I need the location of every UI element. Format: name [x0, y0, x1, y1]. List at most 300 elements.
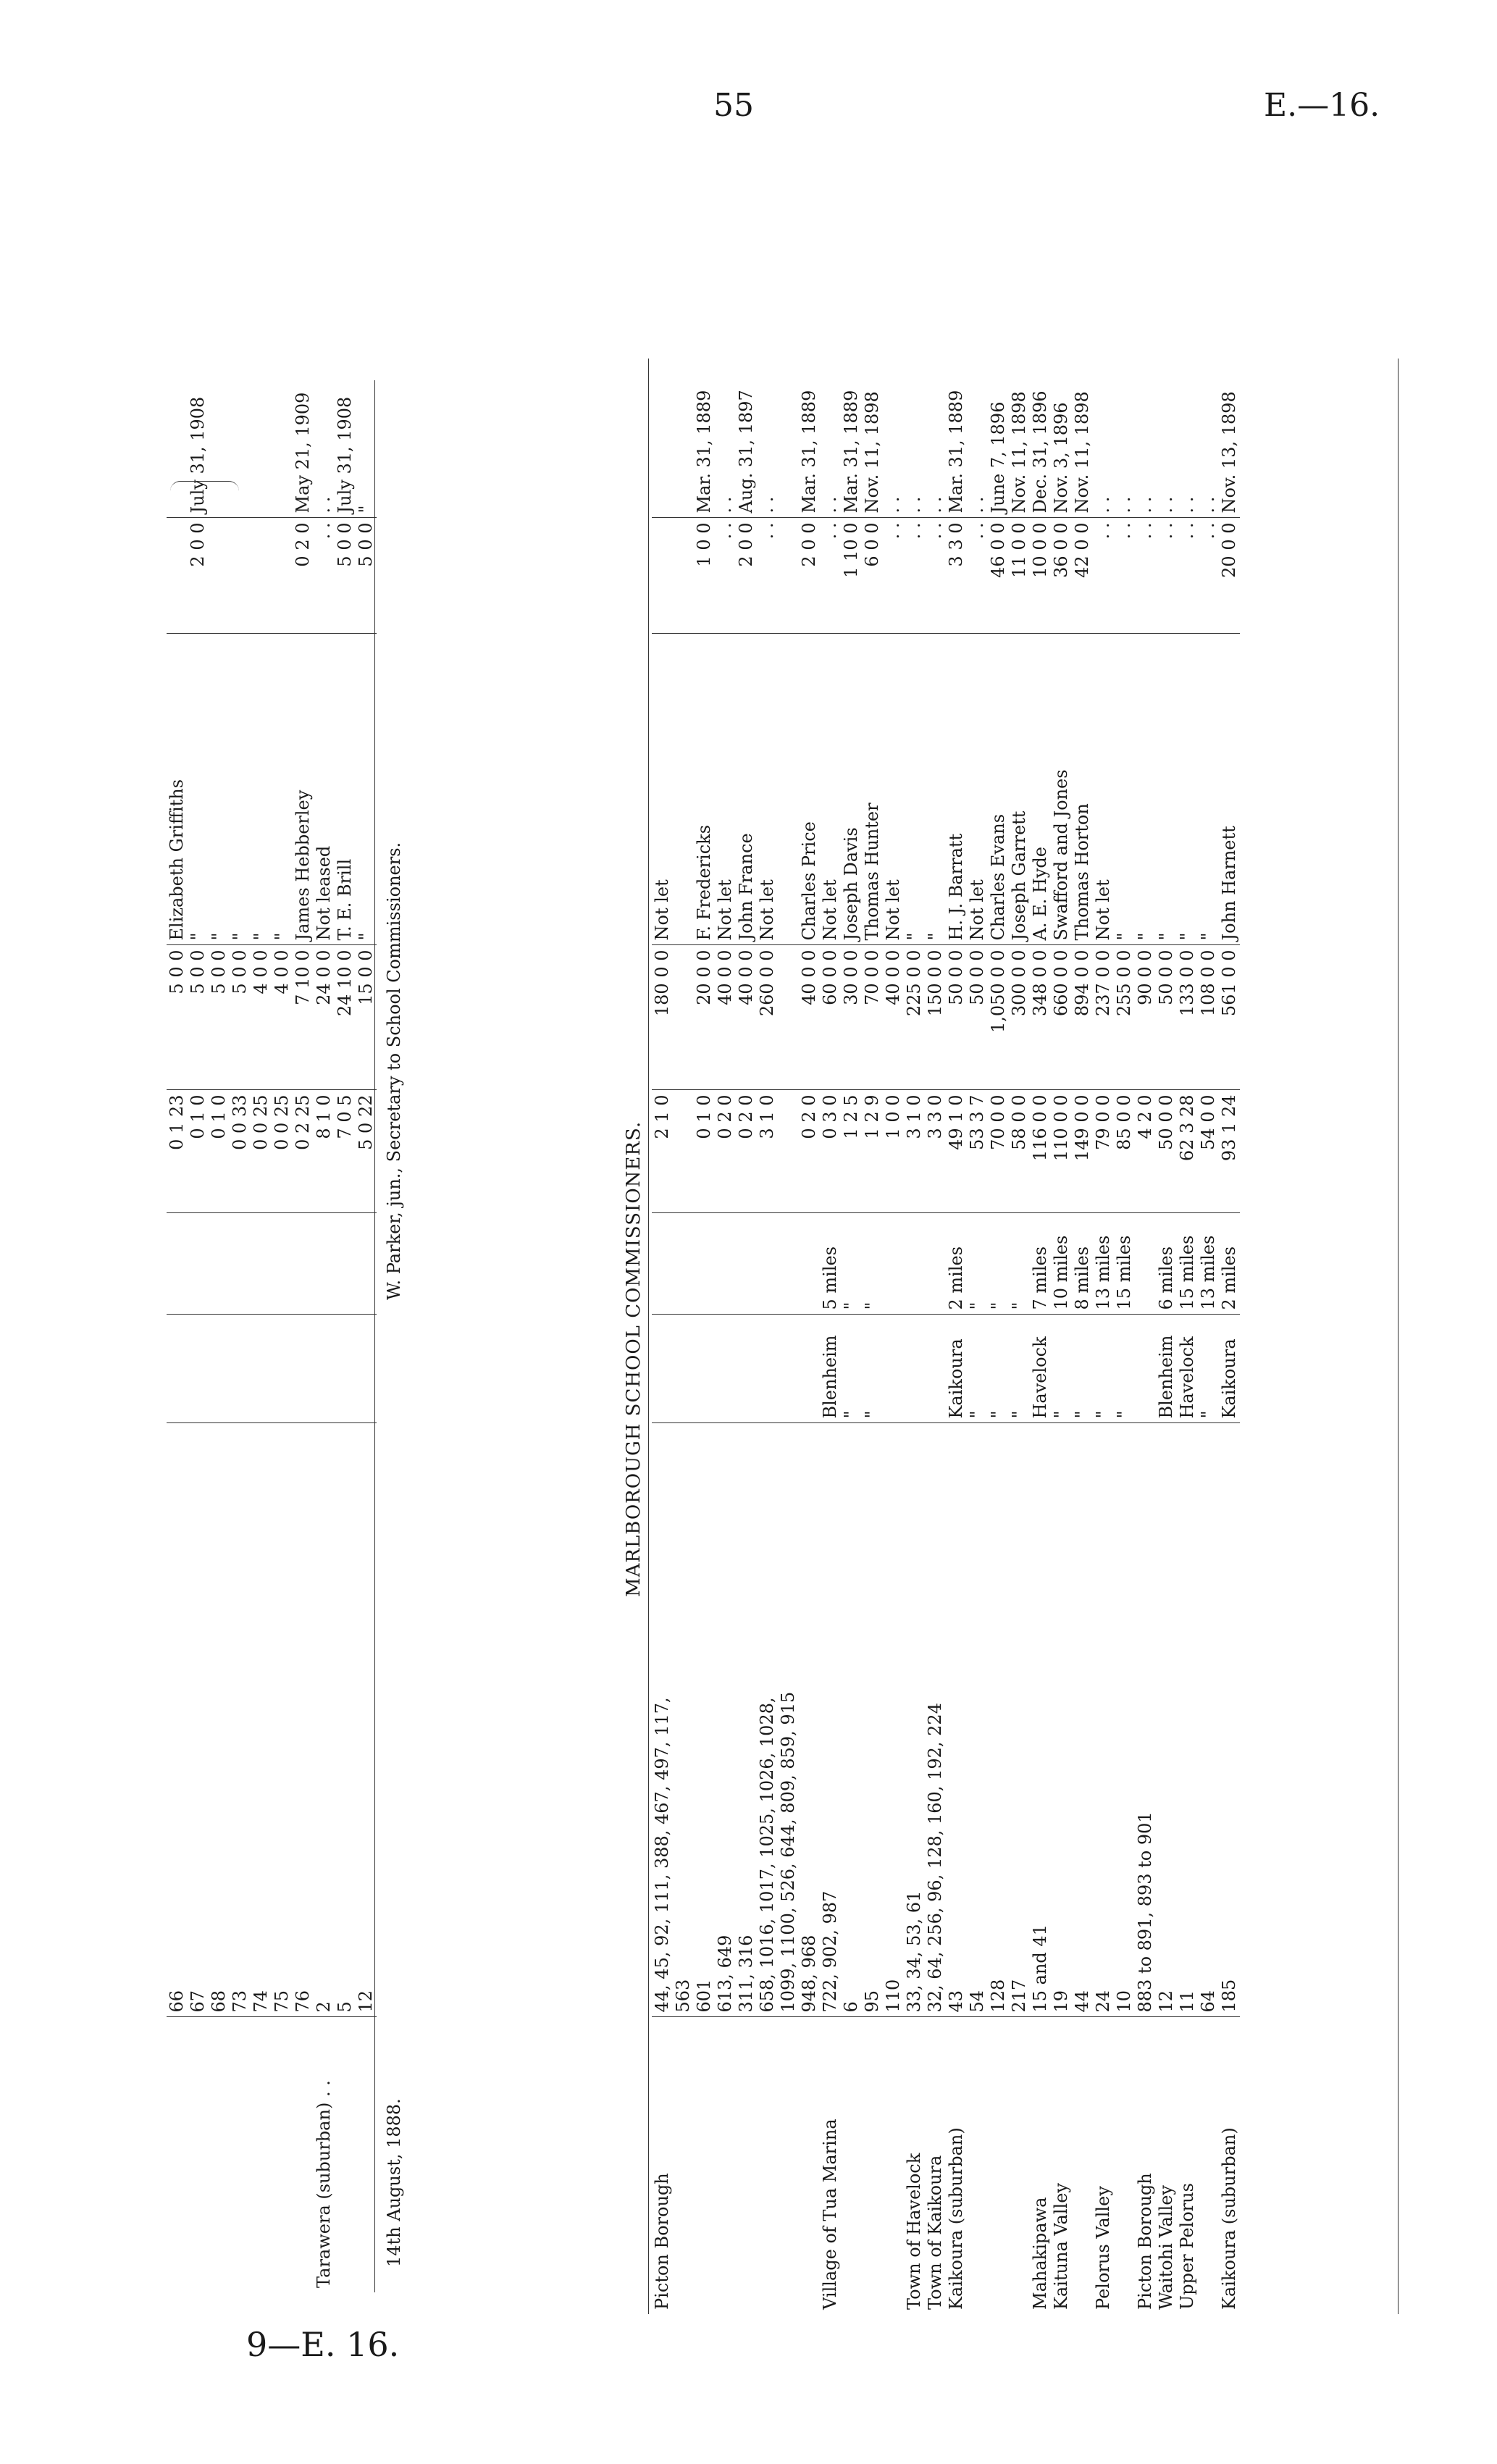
cell-arrears: . . — [1093, 518, 1114, 634]
cell-lessee — [673, 634, 694, 945]
cell-area: 62 3 28 — [1177, 1090, 1198, 1213]
table-row — [673, 373, 694, 2314]
cell-sections: 883 to 891, 893 to 901 — [1135, 1423, 1156, 2017]
cell-area: 4 2 0 — [1135, 1090, 1156, 1213]
cell-town — [715, 1315, 736, 1423]
cell-rent: 133 0 0 — [1177, 945, 1198, 1090]
cell-town: Havelock — [1030, 1315, 1051, 1423]
cell-locality — [1198, 2017, 1219, 2314]
cell-locality — [967, 2017, 988, 2314]
cell-locality — [1009, 2017, 1030, 2314]
cell-locality: Upper Pelorus — [1177, 2017, 1198, 2314]
cell-empty — [293, 1315, 314, 1423]
cell-distance — [883, 1213, 904, 1315]
cell-arrears: 1 10 0 — [841, 518, 862, 634]
cell-arrears: . . — [757, 518, 778, 634]
cell-area: 0 1 0 — [694, 1090, 715, 1213]
cell-area: 58 0 0 — [1009, 1090, 1030, 1213]
table-row — [736, 373, 757, 2314]
cell-sections: 76 — [293, 1423, 314, 2017]
table-row — [293, 373, 314, 2292]
cell-area: 0 0 33 — [230, 1090, 251, 1213]
cell-sections: 95 — [862, 1423, 883, 2017]
cell-locality: Mahakipawa — [1030, 2017, 1051, 2314]
cell-arrears: . . — [904, 518, 925, 634]
cell-lessee: Not let — [883, 634, 904, 945]
cell-town — [736, 1315, 757, 1423]
cell-area: 49 1 0 — [946, 1090, 967, 1213]
cell-locality — [251, 2017, 272, 2292]
cell-arrears: . . — [967, 518, 988, 634]
cell-town: " — [1072, 1315, 1093, 1423]
cell-locality — [715, 2017, 736, 2314]
cell-locality — [1114, 2017, 1135, 2314]
cell-distance: 5 miles — [820, 1213, 841, 1315]
cell-rent — [673, 945, 694, 1090]
cell-rent: 70 0 0 — [862, 945, 883, 1090]
cell-expiry: Nov. 3, 1896 — [1051, 402, 1071, 514]
cell-expiry: July 31, 1908 — [188, 396, 208, 514]
cell-expiry: . . — [1198, 496, 1218, 514]
cell-arrears: 5 0 0 — [335, 518, 356, 634]
cell-area: 85 0 0 — [1114, 1090, 1135, 1213]
cell-sections: 217 — [1009, 1423, 1030, 2017]
cell-empty — [188, 1213, 209, 1315]
cell-lessee: Not let — [652, 634, 673, 945]
cell-town — [778, 1315, 799, 1423]
cell-locality — [883, 2017, 904, 2314]
cell-distance: " — [988, 1213, 1009, 1315]
cell-area: 149 0 0 — [1072, 1090, 1093, 1213]
cell-expiry: . . — [1114, 496, 1134, 514]
cell-arrears: . . — [1177, 518, 1198, 634]
table-row — [967, 373, 988, 2314]
cell-lessee: Not let — [820, 634, 841, 945]
cell-lessee: Not let — [757, 634, 778, 945]
date-line: 14th August, 1888. — [384, 2098, 404, 2267]
table-row — [862, 373, 883, 2314]
cell-town: " — [1114, 1315, 1135, 1423]
cell-rent: 24 0 0 — [314, 945, 335, 1090]
table-row — [1114, 373, 1135, 2314]
cell-area: 0 2 0 — [736, 1090, 757, 1213]
brace — [170, 481, 239, 496]
cell-empty — [188, 1315, 209, 1423]
cell-rent: 255 0 0 — [1114, 945, 1135, 1090]
cell-town: Kaikoura — [946, 1315, 967, 1423]
cell-expiry: Mar. 31, 1889 — [946, 390, 966, 514]
cell-empty — [314, 1213, 335, 1315]
cell-lessee: Not let — [1093, 634, 1114, 945]
cell-arrears — [251, 518, 272, 634]
cell-arrears: . . — [1156, 518, 1177, 634]
cell-distance: " — [841, 1213, 862, 1315]
table-row — [1009, 373, 1030, 2314]
cell-area: 1 2 5 — [841, 1090, 862, 1213]
cell-rent: 237 0 0 — [1093, 945, 1114, 1090]
cell-empty — [272, 1315, 293, 1423]
cell-rent: 20 0 0 — [694, 945, 715, 1090]
cell-arrears — [778, 518, 799, 634]
table-row — [799, 373, 820, 2314]
cell-rent: 40 0 0 — [715, 945, 736, 1090]
cell-area: 0 2 0 — [799, 1090, 820, 1213]
cell-lessee: Elizabeth Griffiths — [167, 634, 188, 945]
cell-lessee: John Harnett — [1219, 634, 1240, 945]
cell-locality: Town of Havelock — [904, 2017, 925, 2314]
cell-distance — [757, 1213, 778, 1315]
cell-sections: 185 — [1219, 1423, 1240, 2017]
cell-expiry — [251, 373, 272, 518]
cell-rent: 4 0 0 — [251, 945, 272, 1090]
cell-empty — [272, 1213, 293, 1315]
cell-sections: 948, 968 — [799, 1423, 820, 2017]
cell-locality — [988, 2017, 1009, 2314]
cell-sections: 658, 1016, 1017, 1025, 1026, 1028, — [757, 1423, 778, 2017]
cell-rent: 5 0 0 — [209, 945, 230, 1090]
cell-distance — [652, 1213, 673, 1315]
cell-sections: 563 — [673, 1423, 694, 2017]
cell-rent: 50 0 0 — [1156, 945, 1177, 1090]
cell-distance — [715, 1213, 736, 1315]
cell-distance: " — [862, 1213, 883, 1315]
cell-locality: Village of Tua Marina — [820, 2017, 841, 2314]
table-row — [778, 373, 799, 2314]
cell-expiry: . . — [1093, 496, 1113, 514]
table-row — [1219, 373, 1240, 2314]
table-row — [1156, 373, 1177, 2314]
table-row — [1030, 373, 1051, 2314]
cell-distance: 13 miles — [1093, 1213, 1114, 1315]
cell-locality: Tarawera (suburban) . . — [314, 2017, 335, 2292]
cell-arrears: 5 0 0 — [356, 518, 377, 634]
cell-expiry — [230, 373, 251, 518]
cell-arrears: 2 0 0 — [188, 518, 209, 634]
cell-arrears: . . — [883, 518, 904, 634]
cell-sections: 73 — [230, 1423, 251, 2017]
table-row — [335, 373, 356, 2292]
cell-expiry — [167, 373, 188, 518]
rotated-content — [0, 112, 1497, 2430]
cell-rent: 40 0 0 — [736, 945, 757, 1090]
cell-locality — [188, 2017, 209, 2292]
cell-locality: Waitohi Valley — [1156, 2017, 1177, 2314]
signature: W. Parker, jun., Secretary to School Commissioners. — [384, 842, 404, 1300]
cell-rent: 660 0 0 — [1051, 945, 1072, 1090]
cell-sections: 15 and 41 — [1030, 1423, 1051, 2017]
cell-lessee: " — [188, 634, 209, 945]
cell-town — [799, 1315, 820, 1423]
cell-expiry: . . — [820, 496, 840, 514]
cell-lessee: " — [1114, 634, 1135, 945]
cell-town — [673, 1315, 694, 1423]
cell-empty — [251, 1315, 272, 1423]
cell-locality — [167, 2017, 188, 2292]
cell-town — [883, 1315, 904, 1423]
table-row — [883, 373, 904, 2314]
table-rule-bottom — [1398, 359, 1399, 2314]
cell-expiry: Aug. 31, 1897 — [736, 390, 756, 514]
table-row — [925, 373, 946, 2314]
cell-expiry: . . — [883, 496, 903, 514]
cell-lessee: " — [251, 634, 272, 945]
cell-sections: 12 — [1156, 1423, 1177, 2017]
cell-locality: Kaikoura (suburban) — [946, 2017, 967, 2314]
cell-town — [694, 1315, 715, 1423]
cell-locality — [335, 2017, 356, 2292]
cell-distance: 6 miles — [1156, 1213, 1177, 1315]
cell-sections: 64 — [1198, 1423, 1219, 2017]
cell-expiry: . . — [1135, 496, 1155, 514]
top-rule — [374, 380, 375, 2292]
table-row — [230, 373, 251, 2292]
cell-town — [904, 1315, 925, 1423]
cell-arrears: 6 0 0 — [862, 518, 883, 634]
cell-town: " — [967, 1315, 988, 1423]
cell-town — [925, 1315, 946, 1423]
cell-arrears — [673, 518, 694, 634]
cell-locality — [1072, 2017, 1093, 2314]
table-row — [841, 373, 862, 2314]
cell-area: 1 0 0 — [883, 1090, 904, 1213]
cell-lessee: " — [1156, 634, 1177, 945]
cell-sections: 722, 902, 987 — [820, 1423, 841, 2017]
cell-arrears — [167, 518, 188, 634]
cell-arrears — [230, 518, 251, 634]
cell-area: 7 0 5 — [335, 1090, 356, 1213]
cell-expiry — [272, 373, 293, 518]
cell-rent: 1,050 0 0 — [988, 945, 1009, 1090]
cell-rent: 348 0 0 — [1030, 945, 1051, 1090]
cell-arrears: 20 0 0 — [1219, 518, 1240, 634]
cell-empty — [167, 1315, 188, 1423]
cell-locality — [694, 2017, 715, 2314]
cell-area: 0 1 23 — [167, 1090, 188, 1213]
cell-distance: 7 miles — [1030, 1213, 1051, 1315]
cell-expiry: Nov. 13, 1898 — [1219, 391, 1239, 514]
page-number: 55 — [713, 87, 754, 124]
cell-distance: 2 miles — [1219, 1213, 1240, 1315]
cell-rent: 50 0 0 — [946, 945, 967, 1090]
cell-arrears: . . — [1198, 518, 1219, 634]
cell-lessee: John France — [736, 634, 757, 945]
cell-arrears: 0 2 0 — [293, 518, 314, 634]
cell-area: 0 2 25 — [293, 1090, 314, 1213]
cell-distance — [778, 1213, 799, 1315]
cell-lessee — [778, 634, 799, 945]
cell-expiry: Nov. 11, 1898 — [862, 391, 882, 514]
cell-empty — [230, 1315, 251, 1423]
cell-rent: 5 0 0 — [188, 945, 209, 1090]
cell-area: 3 1 0 — [904, 1090, 925, 1213]
cell-sections: 10 — [1114, 1423, 1135, 2017]
cell-rent: 225 0 0 — [904, 945, 925, 1090]
cell-town: " — [841, 1315, 862, 1423]
cell-rent: 5 0 0 — [230, 945, 251, 1090]
cell-area: 0 3 0 — [820, 1090, 841, 1213]
cell-area: 0 2 0 — [715, 1090, 736, 1213]
table-row — [209, 373, 230, 2292]
cell-locality — [673, 2017, 694, 2314]
cell-rent: 108 0 0 — [1198, 945, 1219, 1090]
cell-rent: 24 10 0 — [335, 945, 356, 1090]
cell-town: Blenheim — [1156, 1315, 1177, 1423]
cell-area: 54 0 0 — [1198, 1090, 1219, 1213]
cell-arrears: 11 0 0 — [1009, 518, 1030, 634]
cell-rent: 90 0 0 — [1135, 945, 1156, 1090]
cell-expiry: June 7, 1896 — [988, 401, 1008, 514]
cell-distance: " — [1009, 1213, 1030, 1315]
cell-expiry: Nov. 11, 1898 — [1009, 391, 1029, 514]
cell-distance: 15 miles — [1177, 1213, 1198, 1315]
cell-empty — [230, 1213, 251, 1315]
cell-town: " — [1051, 1315, 1072, 1423]
cell-sections: 67 — [188, 1423, 209, 2017]
cell-empty — [314, 1315, 335, 1423]
cell-arrears: . . — [925, 518, 946, 634]
cell-lessee: T. E. Brill — [335, 634, 356, 945]
cell-sections: 2 — [314, 1423, 335, 2017]
cell-arrears: 42 0 0 — [1072, 518, 1093, 634]
cell-expiry: . . — [314, 496, 334, 514]
cell-town: " — [862, 1315, 883, 1423]
cell-locality: Kaikoura (suburban) — [1219, 2017, 1240, 2314]
cell-distance — [673, 1213, 694, 1315]
cell-sections: 43 — [946, 1423, 967, 2017]
cell-lessee: Not leased — [314, 634, 335, 945]
cell-arrears: . . — [820, 518, 841, 634]
cell-lessee: " — [209, 634, 230, 945]
cell-town: Havelock — [1177, 1315, 1198, 1423]
table-row — [715, 373, 736, 2314]
cell-sections: 75 — [272, 1423, 293, 2017]
cell-distance — [1135, 1213, 1156, 1315]
table-row — [946, 373, 967, 2314]
cell-lessee: Not let — [715, 634, 736, 945]
cell-sections: 44 — [1072, 1423, 1093, 2017]
cell-area: 3 3 0 — [925, 1090, 946, 1213]
cell-town: Kaikoura — [1219, 1315, 1240, 1423]
cell-rent: 5 0 0 — [167, 945, 188, 1090]
table-row — [1135, 373, 1156, 2314]
table-row — [820, 373, 841, 2314]
cell-rent: 150 0 0 — [925, 945, 946, 1090]
cell-lessee: Swafford and Jones — [1051, 634, 1072, 945]
cell-expiry: Mar. 31, 1889 — [799, 390, 819, 514]
cell-locality — [799, 2017, 820, 2314]
cell-empty — [356, 1315, 377, 1423]
cell-distance: 8 miles — [1072, 1213, 1093, 1315]
table-row — [314, 373, 335, 2292]
table-rule-top — [648, 359, 649, 2314]
cell-sections: 613, 649 — [715, 1423, 736, 2017]
table-row — [272, 373, 293, 2292]
cell-sections: 44, 45, 92, 111, 388, 467, 497, 117, — [652, 1423, 673, 2017]
main-table — [652, 373, 1240, 2314]
cell-arrears — [272, 518, 293, 634]
cell-area: 3 1 0 — [757, 1090, 778, 1213]
cell-locality — [293, 2017, 314, 2292]
cell-expiry: . . — [904, 496, 924, 514]
cell-area: 93 1 24 — [1219, 1090, 1240, 1213]
cell-distance: 10 miles — [1051, 1213, 1072, 1315]
cell-rent: 60 0 0 — [820, 945, 841, 1090]
cell-expiry: . . — [925, 496, 945, 514]
cell-area: 2 1 0 — [652, 1090, 673, 1213]
cell-lessee: " — [1198, 634, 1219, 945]
cell-distance: 13 miles — [1198, 1213, 1219, 1315]
cell-arrears: . . — [715, 518, 736, 634]
table-row — [188, 373, 209, 2292]
cell-town: " — [1093, 1315, 1114, 1423]
cell-distance — [799, 1213, 820, 1315]
cell-locality — [230, 2017, 251, 2292]
cell-area: 79 0 0 — [1093, 1090, 1114, 1213]
cell-expiry: . . — [967, 496, 987, 514]
cell-sections: 68 — [209, 1423, 230, 2017]
cell-area: 1 2 9 — [862, 1090, 883, 1213]
cell-expiry — [778, 373, 799, 518]
cell-lessee: " — [1177, 634, 1198, 945]
cell-arrears: 36 0 0 — [1051, 518, 1072, 634]
cell-distance — [694, 1213, 715, 1315]
cell-lessee: A. E. Hyde — [1030, 634, 1051, 945]
cell-sections: 12 — [356, 1423, 377, 2017]
cell-area — [778, 1090, 799, 1213]
cell-empty — [356, 1213, 377, 1315]
cell-sections: 128 — [988, 1423, 1009, 2017]
cell-lessee: " — [356, 634, 377, 945]
cell-lessee: Joseph Davis — [841, 634, 862, 945]
cell-distance: 15 miles — [1114, 1213, 1135, 1315]
cell-town — [1135, 1315, 1156, 1423]
cell-arrears: 46 0 0 — [988, 518, 1009, 634]
cell-area: 0 1 0 — [188, 1090, 209, 1213]
cell-sections: 33, 34, 53, 61 — [904, 1423, 925, 2017]
cell-locality — [209, 2017, 230, 2292]
cell-area: 50 0 0 — [1156, 1090, 1177, 1213]
cell-town: " — [1009, 1315, 1030, 1423]
cell-expiry: . . — [715, 496, 735, 514]
cell-sections: 11 — [1177, 1423, 1198, 2017]
cell-sections: 601 — [694, 1423, 715, 2017]
cell-rent: 561 0 0 — [1219, 945, 1240, 1090]
cell-empty — [335, 1315, 356, 1423]
table-row — [356, 373, 377, 2292]
cell-empty — [209, 1213, 230, 1315]
cell-expiry: Mar. 31, 1889 — [841, 390, 861, 514]
cell-expiry: Dec. 31, 1896 — [1030, 390, 1050, 514]
cell-lessee: Thomas Hunter — [862, 634, 883, 945]
cell-locality — [841, 2017, 862, 2314]
cell-expiry: Mar. 31, 1889 — [694, 390, 714, 514]
cell-arrears: 10 0 0 — [1030, 518, 1051, 634]
cell-sections: 32, 64, 256, 96, 128, 160, 192, 224 — [925, 1423, 946, 2017]
table-row — [652, 373, 673, 2314]
cell-area: 110 0 0 — [1051, 1090, 1072, 1213]
cell-lessee: Charles Price — [799, 634, 820, 945]
cell-area: 0 0 25 — [251, 1090, 272, 1213]
cell-lessee: " — [272, 634, 293, 945]
cell-rent: 300 0 0 — [1009, 945, 1030, 1090]
cell-rent: 260 0 0 — [757, 945, 778, 1090]
cell-rent: 894 0 0 — [1072, 945, 1093, 1090]
cell-rent: 180 0 0 — [652, 945, 673, 1090]
cell-empty — [293, 1213, 314, 1315]
cell-lessee: " — [1135, 634, 1156, 945]
top-table — [167, 373, 377, 2292]
cell-lessee: Joseph Garrett — [1009, 634, 1030, 945]
